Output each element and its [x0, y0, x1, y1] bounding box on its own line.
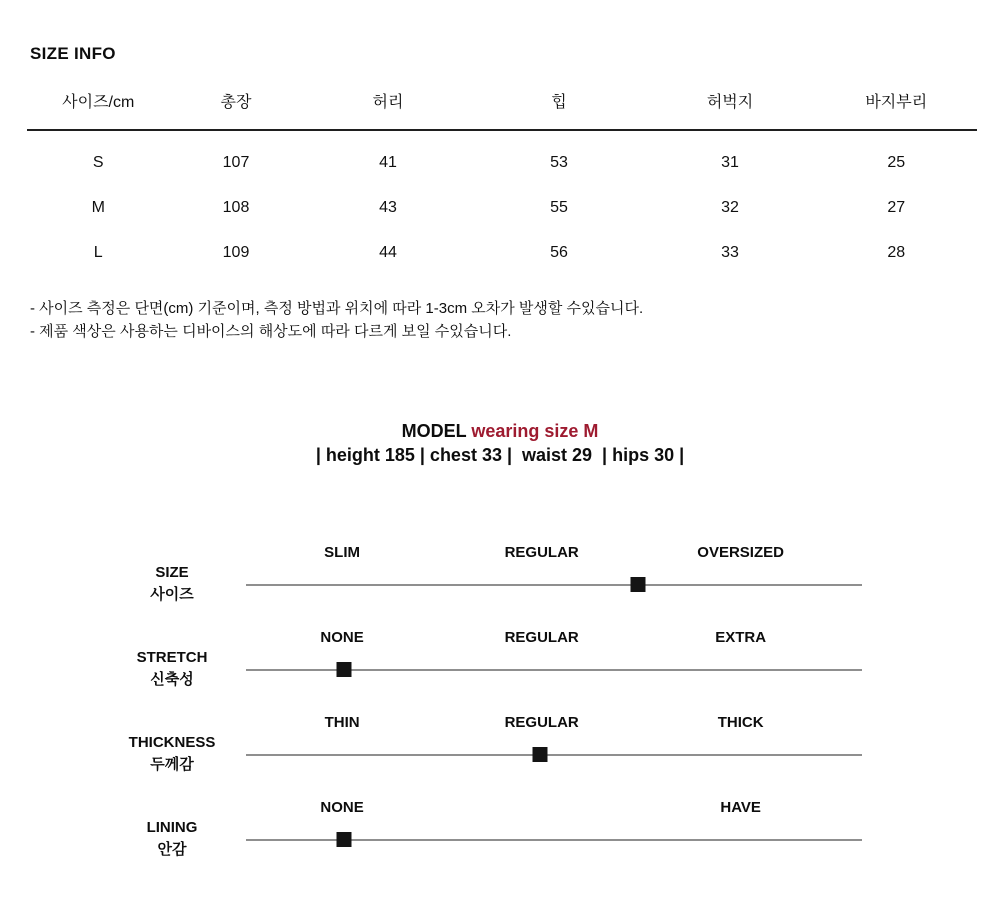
value-cell: 107 [222, 153, 250, 171]
slider-option-label: REGULAR [504, 544, 579, 561]
slider-scale [246, 625, 862, 715]
size-label-cell: L [93, 243, 103, 261]
slider-title [82, 647, 262, 691]
value-cell: 33 [721, 243, 739, 261]
slider-title-ko: 사이즈 [150, 586, 194, 603]
size-label-cell: M [91, 198, 105, 216]
slider-marker [336, 832, 351, 847]
slider-marker [336, 662, 351, 677]
note-line: - 제품 색상은 사용하는 디바이스의 해상도에 따라 다르게 보일 수있습니다. [30, 323, 512, 340]
size-label-cell: S [92, 153, 104, 171]
spec-slider-row-stretch [0, 625, 1000, 715]
value-cell: 44 [379, 243, 397, 261]
model-info [0, 419, 1000, 467]
value-cell: 32 [721, 198, 739, 216]
value-cell: 25 [887, 153, 906, 171]
slider-option-label: THICK [717, 714, 764, 731]
slider-option-label: NONE [320, 799, 364, 816]
slider-option-label: NONE [320, 629, 364, 646]
column-header-thigh: 허벅지 [706, 93, 754, 111]
size-table [27, 88, 977, 275]
slider-scale [246, 795, 862, 885]
value-cell: 27 [887, 198, 906, 216]
slider-title [82, 562, 262, 606]
value-cell: 53 [550, 153, 568, 171]
column-header-total-length: 총장 [220, 93, 252, 111]
page-title: SIZE INFO [30, 44, 116, 63]
column-header-size-cm: 사이즈/cm [62, 93, 135, 111]
slider-marker [532, 747, 547, 762]
size-table-header-row [27, 88, 977, 112]
size-table-body [27, 140, 977, 275]
slider-option-label: HAVE [720, 799, 761, 816]
value-cell: 28 [887, 243, 906, 261]
value-cell: 109 [222, 243, 250, 261]
column-header-hem: 바지부리 [865, 93, 928, 111]
table-row-l [27, 230, 977, 275]
spec-slider-row-size [0, 540, 1000, 630]
measurement-notes [30, 297, 643, 343]
slider-option-label: SLIM [324, 544, 361, 561]
spec-slider-row-thickness [0, 710, 1000, 800]
table-header-rule [27, 129, 977, 131]
value-cell: 31 [721, 153, 739, 171]
slider-scale [246, 710, 862, 800]
slider-option-label: EXTRA [715, 629, 767, 646]
slider-track [246, 754, 862, 756]
slider-marker [630, 577, 645, 592]
model-size-highlight: wearing size M [466, 421, 599, 441]
slider-scale [246, 540, 862, 630]
value-cell: 43 [379, 198, 397, 216]
slider-title-en: LINING [146, 819, 198, 836]
slider-title-ko: 두께감 [150, 756, 194, 773]
slider-title-ko: 안감 [157, 841, 187, 858]
slider-option-label: OVERSIZED [697, 544, 784, 561]
table-row-s [27, 140, 977, 185]
slider-title [82, 817, 262, 861]
slider-option-label: REGULAR [504, 629, 579, 646]
slider-title-en: STRETCH [136, 649, 208, 666]
table-row-m [27, 185, 977, 230]
note-line: - 사이즈 측정은 단면(cm) 기준이며, 측정 방법과 위치에 따라 1-3cm 오차가 발생할 수있습니다. [30, 300, 644, 317]
value-cell: 108 [222, 198, 250, 216]
slider-title [82, 732, 262, 776]
slider-option-label: REGULAR [504, 714, 579, 731]
column-header-waist: 허리 [372, 93, 404, 111]
model-headline [0, 419, 1000, 443]
slider-option-label: THIN [324, 714, 360, 731]
slider-title-en: THICKNESS [128, 734, 216, 751]
value-cell: 55 [550, 198, 568, 216]
slider-title-en: SIZE [155, 564, 189, 581]
value-cell: 41 [379, 153, 397, 171]
model-measurements: | height 185 | chest 33 | waist 29 | hips 30 | [315, 445, 685, 465]
slider-track [246, 584, 862, 586]
column-header-hip: 힙 [551, 93, 567, 111]
spec-slider-row-lining [0, 795, 1000, 885]
value-cell: 56 [550, 243, 568, 261]
slider-title-ko: 신축성 [150, 671, 194, 688]
model-label: MODEL [401, 421, 467, 441]
